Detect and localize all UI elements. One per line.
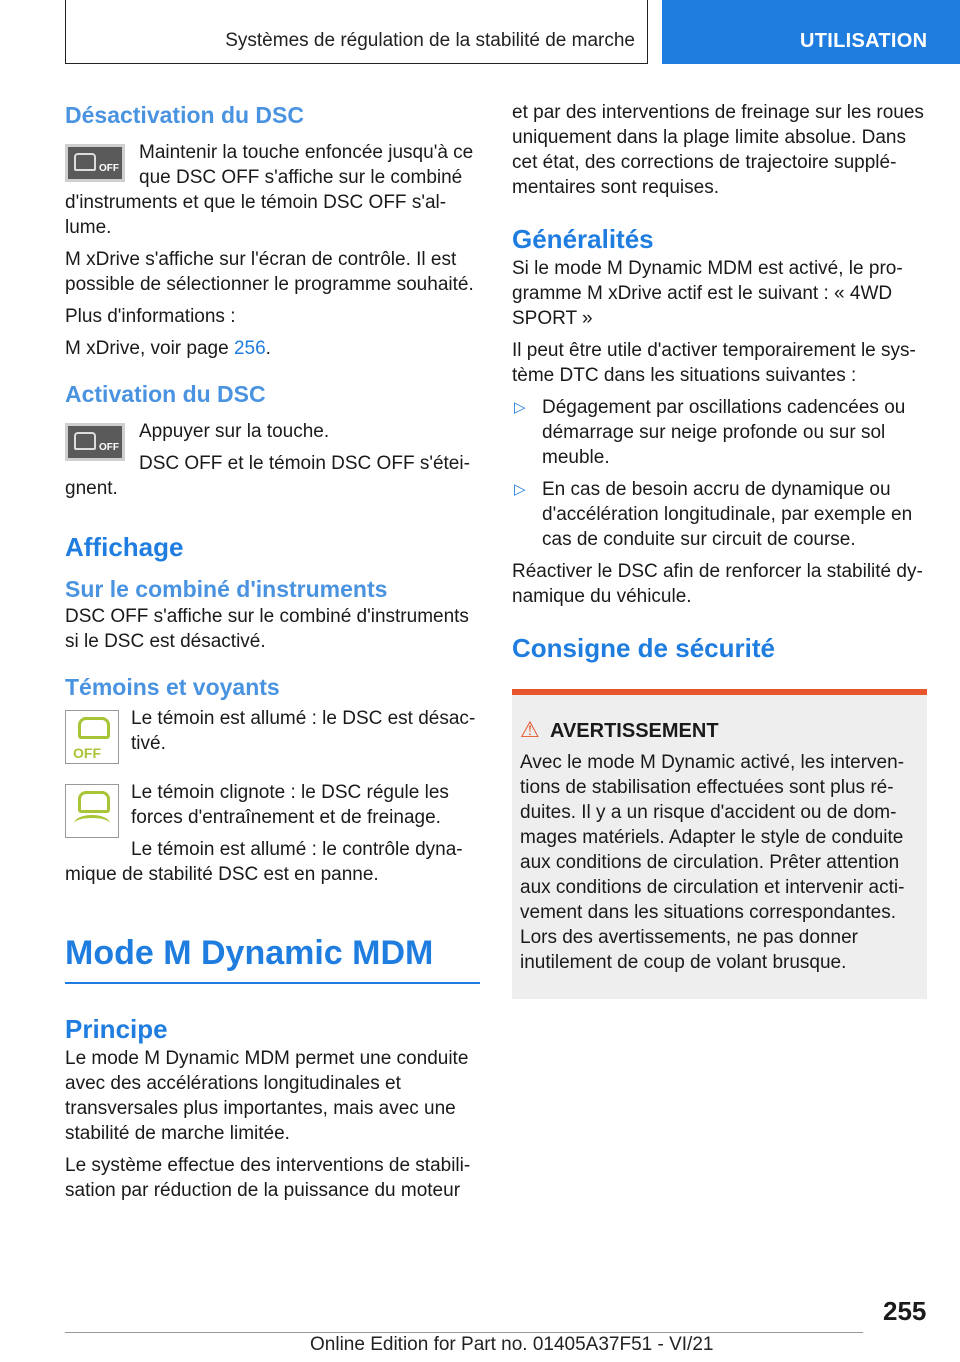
dsc-skid-warning-lamp-icon	[65, 784, 119, 838]
list-item-text: Dégagement par oscillations cadencées ou démarrage sur neige profonde ou sur sol meuble.	[542, 397, 906, 468]
xdrive-reference-end: .	[265, 338, 271, 359]
continued-text: et par des interventions de freinage sur les roues uniquement dans la plage limite absolue. Dans cet état, des corrections de trajectoire supplémentaires sont requises.	[512, 102, 924, 198]
activation-step: Appuyer sur la touche.	[139, 421, 330, 442]
deactivation-text: Maintenir la touche enfoncée jusqu'à ce que DSC OFF s'affiche sur le combiné d'instruments et que le témoin DSC OFF s'allume.	[65, 142, 474, 238]
mdm-heading-rule	[65, 982, 480, 984]
generalites-text-3: Réactiver le DSC afin de renforcer la stabilité dynamique du véhicule.	[512, 561, 923, 607]
section-tab-label: UTILISATION	[800, 30, 928, 52]
activation-result: DSC OFF et le témoin DSC OFF s'éteignent.	[65, 453, 470, 499]
temoins-heading: Témoins et voyants	[65, 674, 280, 700]
header-title: Systèmes de régulation de la stabilité de marche	[225, 30, 635, 51]
footer-edition: Online Edition for Part no. 01405A37F51 - VI/21	[310, 1334, 714, 1355]
right-column	[512, 100, 927, 999]
dsc-off-button-icon: OFF	[65, 144, 125, 182]
more-info-text: Plus d'informations :	[65, 306, 236, 327]
activation-block	[65, 419, 480, 508]
temoin-off-text: Le témoin est allumé : le DSC est désactivé.	[131, 708, 476, 754]
generalites-text-1: Si le mode M Dynamic MDM est activé, le programme M xDrive actif est le suivant : « 4WD SPORT »	[512, 258, 903, 329]
dsc-off-warning-lamp-icon: OFF	[65, 710, 119, 764]
combine-heading: Sur le combiné d'instruments	[65, 576, 388, 602]
deactivation-block	[65, 140, 480, 247]
xdrive-text: M xDrive s'affiche sur l'écran de contrôle. Il est possible de sélectionner le programme souhaité.	[65, 249, 474, 295]
temoin-off-block	[65, 706, 480, 764]
list-item	[512, 477, 927, 552]
warning-triangle-icon: ⚠	[520, 717, 540, 742]
footer-divider	[65, 1332, 863, 1333]
warning-box	[512, 689, 927, 999]
dsc-off-button-icon: OFF	[65, 423, 125, 461]
triangle-bullet-icon: ▷	[514, 399, 526, 416]
principe-text-2: Le système effectue des interventions de stabilisation par réduction de la puissance du moteur	[65, 1155, 471, 1201]
warning-title	[520, 717, 919, 744]
activation-heading: Activation du DSC	[65, 381, 266, 407]
header-frame	[65, 0, 648, 64]
warning-body: Avec le mode M Dynamic activé, les interventions de stabilisation effectuées sont plus réduites. Il y a un risque d'accident ou de dommages matériels. Adapter le style de conduite aux conditions de circulation. Prêter attention aux conditions de circulation et intervenir activement dans les situations correspondantes. Lors des avertissements, ne pas donner inutilement de coup de volant brusque.	[520, 752, 905, 973]
list-item-text: En cas de besoin accru de dynamique ou d'accélération longitudinale, par exemple en cas de conduite sur circuit de course.	[542, 479, 913, 550]
principe-heading: Principe	[65, 1014, 168, 1044]
combine-text: DSC OFF s'affiche sur le combiné d'instruments si le DSC est désactivé.	[65, 606, 469, 652]
affichage-heading: Affichage	[65, 532, 184, 562]
page-link-256[interactable]: 256	[233, 338, 266, 359]
temoin-blink-text: Le témoin clignote : le DSC régule les forces d'entraînement et de freinage.	[131, 782, 449, 828]
xdrive-reference-text: M xDrive, voir page	[65, 338, 234, 359]
page-number: 255	[883, 1296, 927, 1326]
generalites-text-2: Il peut être utile d'activer temporairement le système DTC dans les situations suivantes :	[512, 340, 916, 386]
list-item	[512, 395, 927, 470]
temoin-skid-block	[65, 780, 480, 894]
safety-heading: Consigne de sécurité	[512, 633, 775, 663]
xdrive-reference	[65, 336, 480, 361]
triangle-bullet-icon: ▷	[514, 481, 526, 498]
mdm-heading: Mode M Dynamic MDM	[65, 934, 434, 972]
temoin-fault-text: Le témoin est allumé : le contrôle dynamique de stabilité DSC est en panne.	[65, 839, 463, 885]
warning-title-text: AVERTISSEMENT	[550, 720, 719, 742]
section-tab[interactable]	[662, 0, 960, 64]
principe-text-1: Le mode M Dynamic MDM permet une conduite avec des accélérations longitudinales et transversales plus importantes, mais avec une stabilité de marche limitée.	[65, 1048, 469, 1144]
left-column	[65, 100, 480, 1210]
generalites-heading: Généralités	[512, 224, 654, 254]
deactivation-heading: Désactivation du DSC	[65, 102, 304, 128]
